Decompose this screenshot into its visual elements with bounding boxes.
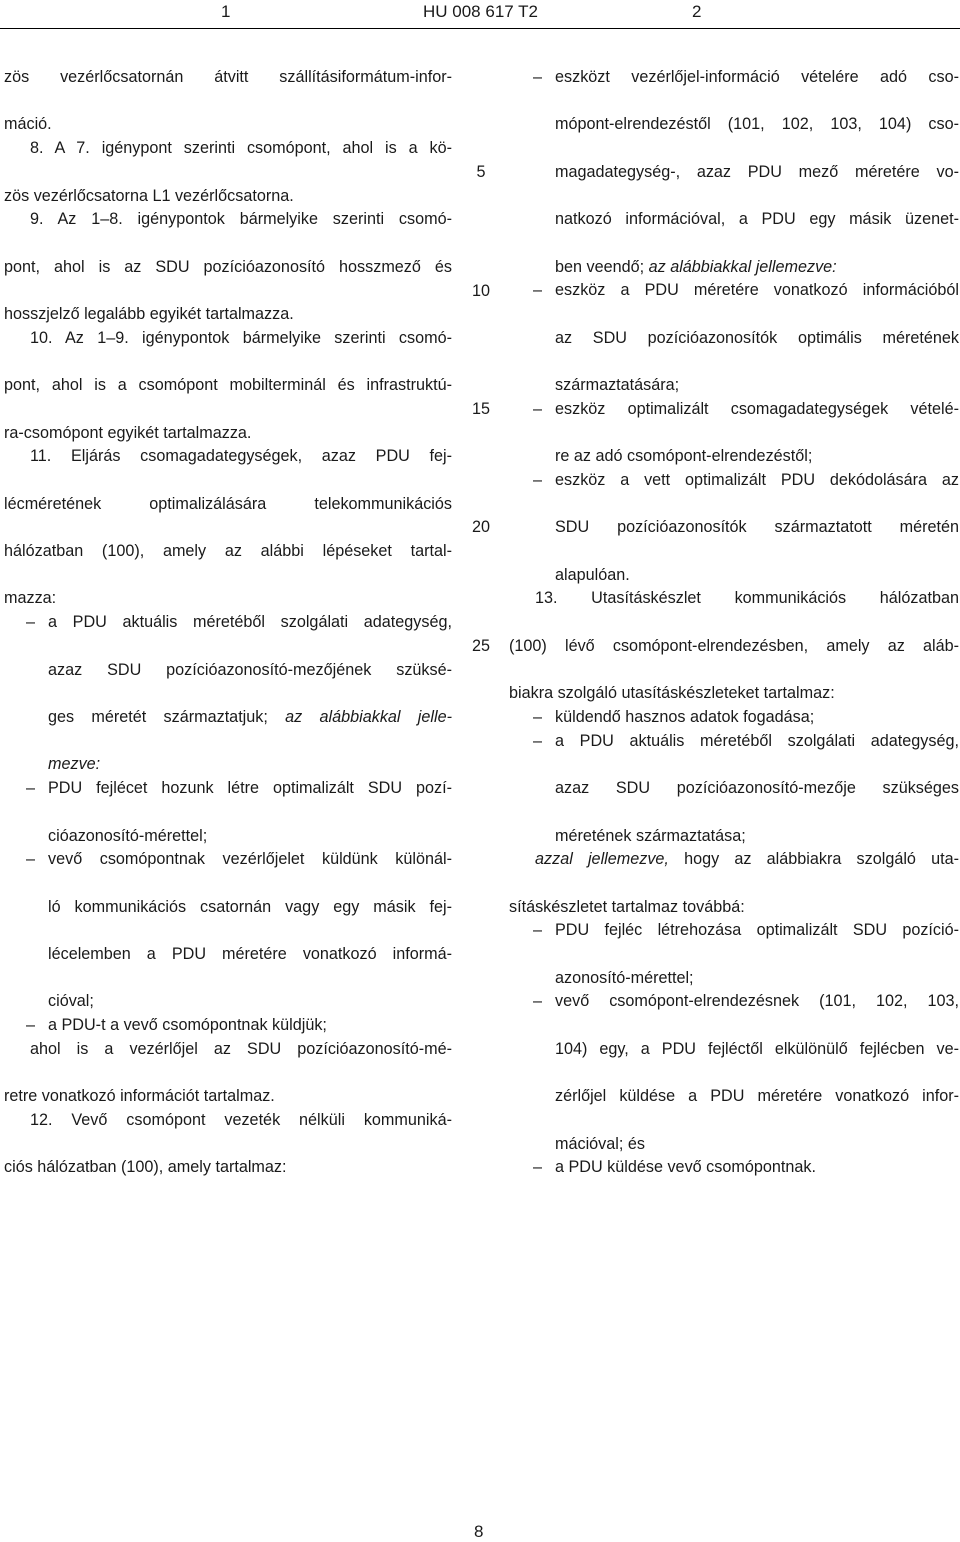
dash-line: eszköz optimalizált csomagadategységek vételé- bbox=[555, 399, 959, 418]
dash-line: lécelemben a PDU méretére vonatkozó informá- bbox=[48, 945, 452, 964]
dash-line: vevő csomópontnak vezérlőjelet küldünk különál- bbox=[48, 850, 452, 869]
dash-line: származtatására; bbox=[555, 376, 680, 395]
dash-line: az SDU pozícióazonosítók optimális méretének bbox=[555, 328, 959, 347]
claim-10-line: ra-csomópont egyikét tartalmazza. bbox=[4, 423, 252, 442]
claim-13-line: biakra szolgáló utasításkészleteket tartalmaz: bbox=[509, 684, 835, 703]
dash-line: vevő csomópont-elrendezésnek (101, 102, 103, bbox=[555, 992, 959, 1011]
dash-line: zérlőjel küldése a PDU méretére vonatkozó infor- bbox=[555, 1087, 959, 1106]
header-rule bbox=[0, 28, 960, 29]
dash-mark: – bbox=[533, 68, 543, 86]
dash-line: eszköz a PDU méretére vonatkozó információból bbox=[555, 281, 959, 300]
dash-line: PDU fejlécet hozunk létre optimalizált SDU pozí- bbox=[48, 779, 452, 798]
dash-line bbox=[48, 706, 452, 753]
italic-text: mezve: bbox=[48, 755, 101, 774]
dash-mark: – bbox=[26, 1016, 36, 1035]
dash-item bbox=[509, 919, 959, 990]
claim-10-line: 10. Az 1–9. igénypontok bármelyike szerinti csomó- bbox=[30, 328, 452, 347]
dash-line: natkozó információval, a PDU egy másik üzenet- bbox=[555, 210, 959, 229]
dash-text: ges méretét származtatjuk; bbox=[48, 707, 286, 726]
claim-11-line: hálózatban (100), amely az alábbi lépéseket tartal- bbox=[4, 542, 452, 561]
dash-item bbox=[509, 990, 959, 1156]
dash-mark: – bbox=[533, 921, 543, 940]
claim-9-line: pont, ahol is az SDU pozícióazonosító hosszmező és bbox=[4, 257, 452, 276]
dash-line: eszköz a vett optimalizált PDU dekódolására az bbox=[555, 470, 959, 489]
text-line: ahol is a vezérlőjel az SDU pozícióazonosító-mé- bbox=[30, 1039, 452, 1058]
claim-11-line: mazza: bbox=[4, 589, 57, 608]
dash-mark: – bbox=[26, 779, 36, 798]
left-column bbox=[4, 66, 452, 1180]
dash-item bbox=[509, 1156, 959, 1180]
italic-text: az alábbiakkal jelle- bbox=[285, 707, 452, 726]
dash-text: ben veendő; bbox=[555, 257, 649, 276]
claim-13-line: (100) lévő csomópont-elrendezésben, amely az aláb- bbox=[509, 636, 959, 655]
claim-12-line: ciós hálózatban (100), amely tartalmaz: bbox=[4, 1158, 287, 1177]
dash-mark: – bbox=[533, 992, 543, 1011]
text-line: zös vezérlőcsatornán átvitt szállításiformátum-infor- bbox=[4, 68, 452, 86]
dash-line: mópont-elrendezéstől (101, 102, 103, 104) cso- bbox=[555, 115, 959, 134]
dash-line: a PDU aktuális méretéből szolgálati adategység, bbox=[555, 731, 959, 750]
claim-11-line: lécméretének optimalizálására telekommunikációs bbox=[4, 494, 452, 513]
text-line bbox=[509, 848, 959, 895]
dash-line: re az adó csomópont-elrendezéstől; bbox=[555, 447, 813, 466]
dash-item bbox=[509, 469, 959, 588]
dash-line: eszközt vezérlőjel-információ vételére adó cso- bbox=[555, 68, 959, 86]
dash-mark: – bbox=[533, 399, 543, 418]
dash-line bbox=[48, 753, 452, 777]
text-line: sításkészletet tartalmaz továbbá: bbox=[509, 897, 745, 916]
line-number: 15 bbox=[471, 400, 490, 418]
right-page-number: 2 bbox=[692, 2, 702, 21]
italic-text: az alábbiakkal jellemezve: bbox=[648, 257, 837, 276]
text-line: máció. bbox=[4, 115, 52, 134]
dash-mark: – bbox=[533, 281, 543, 300]
claim-9-line: 9. Az 1–8. igénypontok bármelyike szerinti csomó- bbox=[30, 210, 452, 229]
dash-item bbox=[4, 777, 452, 848]
dash-mark: – bbox=[26, 613, 36, 632]
dash-item bbox=[509, 66, 959, 279]
line-number: 10 bbox=[471, 282, 490, 300]
claim-8-line: zös vezérlőcsatorna L1 vezérlőcsatorna. bbox=[4, 186, 294, 205]
dash-item bbox=[4, 611, 452, 777]
line-number: 25 bbox=[471, 637, 490, 655]
claim-13-line: 13. Utasításkészlet kommunikációs hálózatban bbox=[535, 589, 959, 608]
dash-line: a PDU küldése vevő csomópontnak. bbox=[555, 1158, 816, 1177]
dash-item bbox=[4, 848, 452, 1014]
line-number: 20 bbox=[471, 518, 490, 536]
dash-line: SDU pozícióazonosítók származtatott méretén bbox=[555, 518, 959, 537]
dash-line: cióval; bbox=[48, 992, 94, 1011]
dash-line: 104) egy, a PDU fejléctől elkülönülő fejlécben ve- bbox=[555, 1039, 959, 1058]
dash-line: cióazonosító-mérettel; bbox=[48, 826, 208, 845]
dash-mark: – bbox=[533, 707, 543, 726]
dash-line: alapulóan. bbox=[555, 565, 630, 584]
dash-line: méretének származtatása; bbox=[555, 826, 746, 845]
dash-item bbox=[4, 1014, 452, 1038]
dash-line: küldendő hasznos adatok fogadása; bbox=[555, 707, 815, 726]
claim-9-line: hosszjelző legalább egyikét tartalmazza. bbox=[4, 305, 294, 324]
dash-line: magadategység-, azaz PDU mező méretére vo- bbox=[555, 162, 959, 181]
dash-line: azaz SDU pozícióazonosító-mezőjének szüksé- bbox=[48, 660, 452, 679]
dash-item bbox=[509, 398, 959, 469]
dash-mark: – bbox=[533, 731, 543, 750]
claim-11-line: 11. Eljárás csomagadategységek, azaz PDU fej- bbox=[30, 447, 452, 466]
italic-text: azzal jellemezve, bbox=[535, 850, 669, 869]
dash-item bbox=[509, 706, 959, 730]
dash-mark: – bbox=[26, 850, 36, 869]
text-line: retre vonatkozó információt tartalmaz. bbox=[4, 1087, 275, 1106]
claim-10-line: pont, ahol is a csomópont mobilterminál és infrastruktú- bbox=[4, 376, 452, 395]
left-page-number: 1 bbox=[221, 2, 231, 21]
dash-mark: – bbox=[533, 1158, 543, 1177]
dash-line: PDU fejléc létrehozása optimalizált SDU pozíció- bbox=[555, 921, 959, 940]
document-id: HU 008 617 T2 bbox=[423, 2, 538, 21]
dash-line: a PDU aktuális méretéből szolgálati adategység, bbox=[48, 613, 452, 632]
dash-line: azaz SDU pozícióazonosító-mezője szükséges bbox=[555, 779, 959, 798]
dash-item bbox=[509, 730, 959, 849]
dash-line: mációval; és bbox=[555, 1134, 645, 1153]
dash-item bbox=[509, 279, 959, 398]
claim-12-line: 12. Vevő csomópont vezeték nélküli kommuniká- bbox=[30, 1110, 452, 1129]
right-column bbox=[509, 66, 959, 1180]
dash-mark: – bbox=[533, 470, 543, 489]
dash-line: ló kommunikációs csatornán vagy egy másik fej- bbox=[48, 897, 452, 916]
dash-line bbox=[555, 256, 959, 280]
dash-line: azonosító-mérettel; bbox=[555, 968, 694, 987]
dash-line: a PDU-t a vevő csomópontnak küldjük; bbox=[48, 1016, 327, 1035]
claim-8-line: 8. A 7. igénypont szerinti csomópont, ahol is a kö- bbox=[30, 139, 452, 158]
line-number: 5 bbox=[476, 163, 486, 181]
page-number: 8 bbox=[474, 1522, 484, 1541]
text-span: hogy az alábbiakra szolgáló uta- bbox=[668, 850, 959, 869]
